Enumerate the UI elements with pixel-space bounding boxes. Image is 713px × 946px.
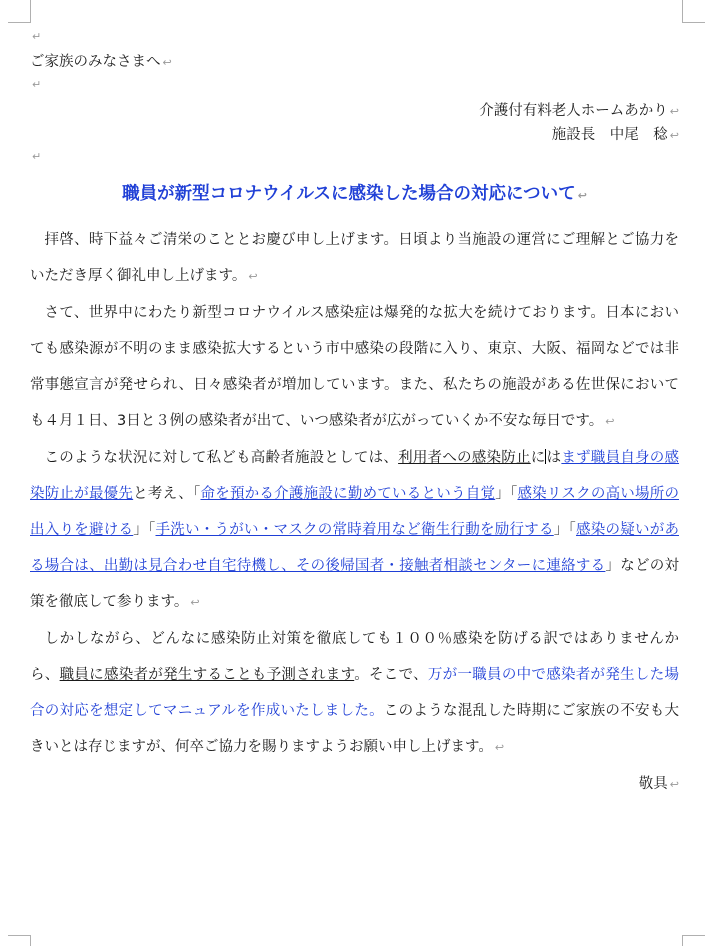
document-title <box>30 180 679 205</box>
salutation: ご家族のみなさまへ <box>30 54 161 70</box>
text-run: 」などの対策を徹底して参ります。 <box>30 558 679 610</box>
highlighted-phrase: 感染の疑いがある場合は、出勤は見合わせ自宅待機し、その後帰国者・接触者相談センターに連絡する <box>30 522 679 574</box>
text-run: しかしながら、どんなに感染防止対策を徹底しても１００％感染を防げる訳ではありませんから、 <box>30 631 679 683</box>
highlighted-phrase: 感染リスクの高い場所の出入りを避ける <box>30 486 680 538</box>
paragraph-mark-icon: ↵ <box>32 150 42 163</box>
paragraph-greeting <box>30 222 679 295</box>
paragraph-situation-text: さて、世界中にわたり新型コロナウイルス感染症は爆発的な拡大を続けております。日本においても感染源が不明のまま感染拡大するという市中感染の段階に入り、東京、大阪、福岡などでは非常事態宣言が発せられ、日々感染者が増加しています。また、私たちの施設がある佐世保においても４月１日、3日と３例の感染者が出て、いつ感染者が広がっていくか不安な毎日です。 <box>30 305 679 429</box>
text-run: 。そこで、 <box>354 667 428 683</box>
return-mark-icon: ↩ <box>162 56 172 69</box>
sender-facility-line <box>30 99 679 120</box>
sender-director-line <box>30 123 679 144</box>
return-mark-icon: ↩ <box>577 189 587 202</box>
sender-facility: 介護付有料老人ホームあかり <box>479 103 668 119</box>
underlined-phrase: 利用者への感染防止 <box>398 450 531 466</box>
text-run: 」「 <box>133 522 156 538</box>
text-run: このような混乱した時期にご家族の不安も大きいとは存じますが、何卒ご協力を賜りますようお願い申し上げます。 <box>30 703 680 755</box>
return-mark-icon: ↩ <box>669 778 679 791</box>
text-run: は <box>546 450 562 466</box>
paragraph-greeting-text: 拝啓、時下益々ご清栄のこととお慶び申し上げます。日頃より当施設の運営にご理解とご協力をいただき厚く御礼申し上げます。 <box>30 232 679 284</box>
empty-line <box>30 76 679 92</box>
crop-mark-top-right <box>682 0 705 23</box>
closing-line <box>30 766 679 803</box>
highlighted-phrase: 手洗い・うがい・マスクの常時着用など衛生行動を励行する <box>155 522 554 538</box>
crop-mark-top-left <box>8 0 31 23</box>
crop-mark-bottom-right <box>682 935 705 946</box>
paragraph-manual <box>30 621 679 766</box>
sender-director: 施設長 中尾 稔 <box>551 127 668 143</box>
return-mark-icon: ↩ <box>494 741 505 754</box>
crop-mark-bottom-left <box>8 935 31 946</box>
paragraph-situation <box>30 295 679 440</box>
letter-body[interactable] <box>30 222 679 803</box>
return-mark-icon: ↩ <box>605 415 615 428</box>
return-mark-icon: ↩ <box>669 105 679 118</box>
empty-line <box>30 148 679 164</box>
paragraph-mark-icon: ↵ <box>32 30 42 43</box>
text-run: と考え、「 <box>133 486 201 502</box>
underlined-phrase: 職員に感染者が発生することも予測されます <box>59 667 355 683</box>
salutation-line <box>30 50 679 71</box>
closing: 敬具 <box>638 776 668 792</box>
highlighted-phrase: 命を預かる介護施設に勤めているという自覚 <box>200 486 496 502</box>
text-run: 」「 <box>553 522 576 538</box>
return-mark-icon: ↩ <box>190 596 200 609</box>
return-mark-icon: ↩ <box>669 129 679 142</box>
return-mark-icon: ↩ <box>248 270 258 283</box>
text-run: このような状況に対して私ども高齢者施設としては、 <box>44 450 399 466</box>
highlighted-phrase: まず職員自身の感染防止が最優先 <box>30 450 680 502</box>
text-run: 」「 <box>495 486 518 502</box>
empty-line <box>30 28 679 44</box>
highlighted-phrase: 万が一職員の中で感染者が発生した場合の対応を想定してマニュアルを作成いたしました。 <box>30 667 680 719</box>
paragraph-measures <box>30 440 679 621</box>
document-title-text: 職員が新型コロナウイルスに感染した場合の対応について <box>122 184 576 204</box>
paragraph-mark-icon: ↵ <box>32 78 42 91</box>
text-run: に <box>530 450 546 466</box>
